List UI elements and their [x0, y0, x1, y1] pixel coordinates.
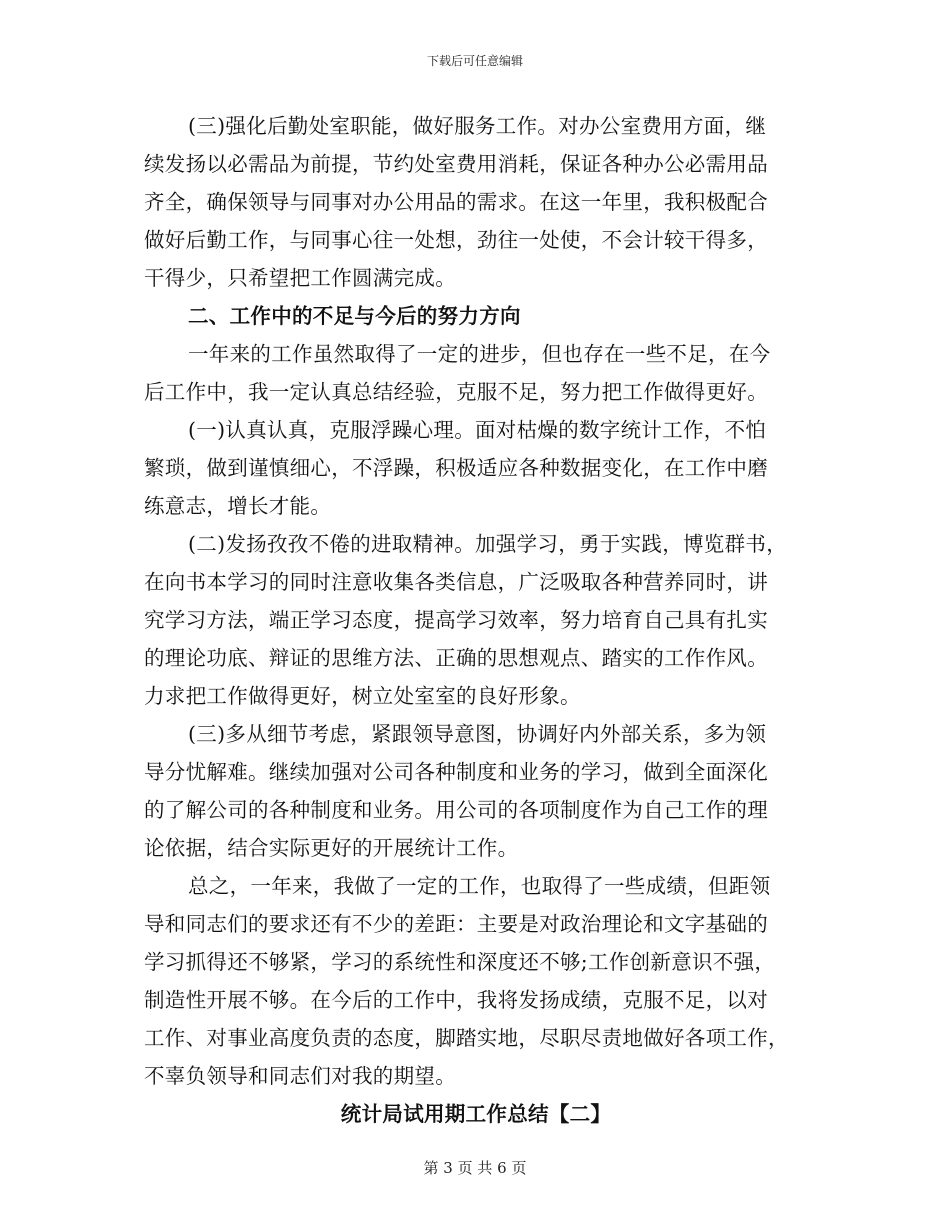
paragraph-line: 导分忧解难。继续加强对公司各种制度和业务的学习，做到全面深化 — [144, 760, 768, 784]
section-heading: 二、工作中的不足与今后的努力方向 — [188, 304, 521, 328]
paragraph-line: 总之，一年来，我做了一定的工作，也取得了一些成绩，但距领 — [188, 874, 771, 898]
paragraph-line: (一)认真认真，克服浮躁心理。面对枯燥的数字统计工作，不怕 — [188, 418, 767, 442]
paragraph-line: 论依据，结合实际更好的开展统计工作。 — [144, 836, 519, 860]
paragraph-line: 的了解公司的各种制度和业务。用公司的各项制度作为自己工作的理 — [144, 798, 768, 822]
paragraph-line: (三)多从细节考虑，紧跟领导意图，协调好内外部关系，多为领 — [188, 722, 767, 746]
paragraph-line: 齐全，确保领导与同事对办公用品的需求。在这一年里，我积极配合 — [144, 190, 768, 214]
paragraph-line: 的理论功底、辩证的思维方法、正确的思想观点、踏实的工作作风。 — [144, 646, 768, 670]
paragraph-line: 力求把工作做得更好，树立处室室的良好形象。 — [144, 684, 581, 708]
paragraph-line: 制造性开展不够。在今后的工作中，我将发扬成绩，克服不足，以对 — [144, 988, 768, 1012]
paragraph-line: 后工作中，我一定认真总结经验，克服不足，努力把工作做得更好。 — [144, 380, 768, 404]
paragraph-line: 一年来的工作虽然取得了一定的进步，但也存在一些不足，在今 — [188, 342, 771, 366]
paragraph-line: 不辜负领导和同志们对我的期望。 — [144, 1064, 456, 1088]
paragraph-line: (二)发扬孜孜不倦的进取精神。加强学习，勇于实践，博览群书， — [188, 532, 787, 556]
page-header: 下载后可任意编辑 — [426, 54, 523, 68]
paragraph-line: 干得少，只希望把工作圆满完成。 — [144, 266, 456, 290]
document-title: 统计局试用期工作总结【二】 — [340, 1102, 612, 1126]
page-footer: 第 3 页 共 6 页 — [423, 1159, 527, 1177]
paragraph-line: 繁琐，做到谨慎细心，不浮躁，积极适应各种数据变化，在工作中磨 — [144, 456, 768, 480]
document-body — [144, 107, 808, 1133]
paragraph-line: 做好后勤工作，与同事心往一处想，劲往一处使，不会计较干得多， — [144, 228, 768, 252]
paragraph-line: (三)强化后勤处室职能，做好服务工作。对办公室费用方面，继 — [188, 114, 767, 138]
paragraph-line: 究学习方法，端正学习态度，提高学习效率，努力培育自己具有扎实 — [144, 608, 768, 632]
paragraph-line: 在向书本学习的同时注意收集各类信息，广泛吸取各种营养同时，讲 — [144, 570, 768, 594]
paragraph-line: 导和同志们的要求还有不少的差距：主要是对政治理论和文字基础的 — [144, 912, 768, 936]
paragraph-line: 练意志，增长才能。 — [144, 494, 332, 518]
paragraph-line: 工作、对事业高度负责的态度，脚踏实地，尽职尽责地做好各项工作， — [144, 1026, 789, 1050]
paragraph-line: 学习抓得还不够紧，学习的系统性和深度还不够;工作创新意识不强， — [144, 950, 776, 974]
paragraph-line: 续发扬以必需品为前提，节约处室费用消耗，保证各种办公必需用品 — [144, 152, 768, 176]
